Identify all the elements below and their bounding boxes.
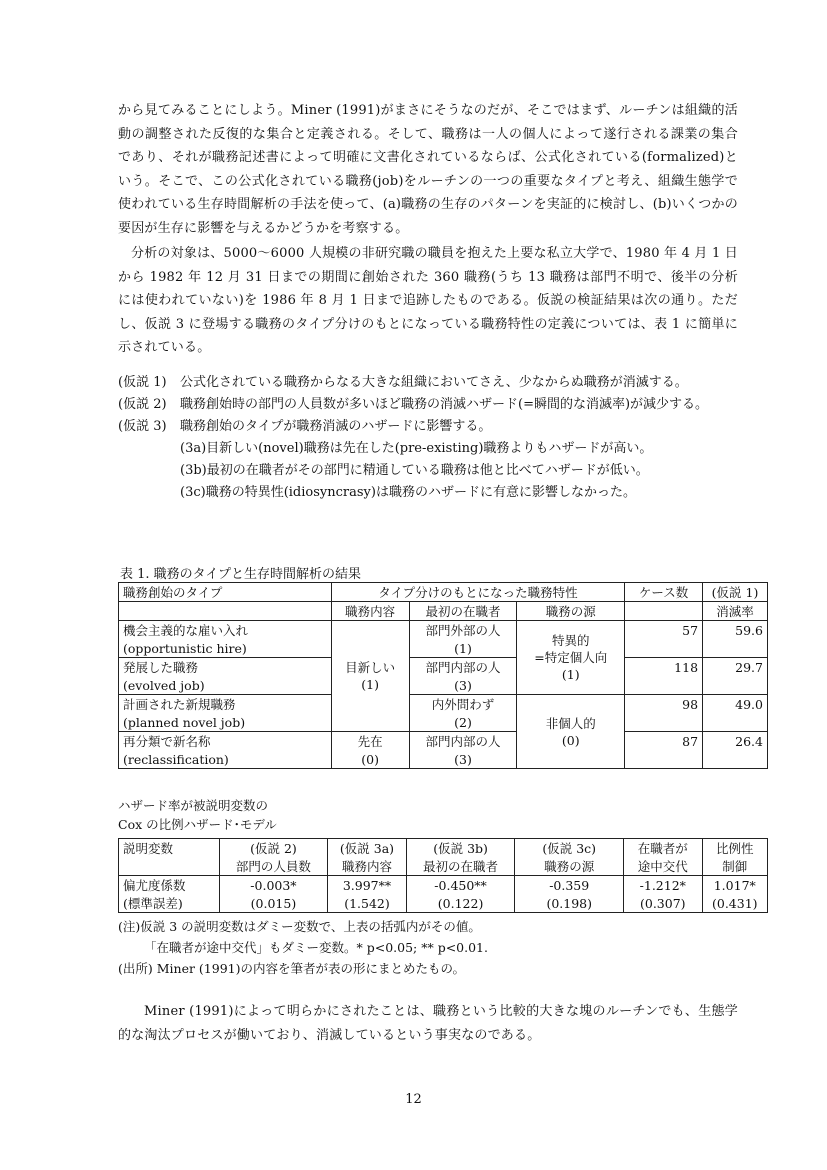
col-h2: (仮説 2)	[219, 839, 328, 858]
note-1: (注)仮説 3 の説明変数はダミー変数で、上表の括弧内がその値。	[118, 919, 481, 934]
hypothesis-2	[118, 394, 738, 416]
paragraph-closing: Miner (1991)によって明らかにされたことは、職務という比較的大きな塊のルーチンでも、生態学的な淘汰プロセスが働いており、消滅しているという事実なのである。	[118, 1004, 738, 1043]
hypothesis-3	[118, 416, 738, 438]
coef-value: -0.003*	[219, 876, 328, 895]
expl-var-label: 説明変数	[119, 839, 220, 858]
hypothesis-text: 公式化されている職務からなる大きな組織においてさえ、少なからぬ職務が消滅する。	[180, 375, 688, 390]
row-type-jp: 機会主義的な雇い入れ	[119, 621, 332, 640]
table-caption: 表 1. 職務のタイプと生存時間解析の結果	[120, 567, 362, 582]
content-preexisting-code: (0)	[331, 750, 409, 769]
rate-value: 29.7	[703, 658, 768, 677]
header-rate: 消滅率	[703, 602, 768, 621]
col-h3c-sub: 職務の源	[515, 857, 624, 876]
source-impersonal	[517, 695, 625, 769]
cases-empty	[625, 676, 703, 695]
cases-value: 118	[625, 658, 703, 677]
source-idio-label: 特異的	[552, 633, 590, 648]
coef-value: 1.017*	[702, 876, 767, 895]
col-midway: 在職者が	[624, 839, 702, 858]
first-outside-code: (1)	[409, 639, 517, 658]
cases-empty	[625, 713, 703, 732]
coef-value: 3.997**	[328, 876, 406, 895]
cox-line-2: Cox の比例ハザード･モデル	[118, 817, 277, 832]
se-value: (0.122)	[406, 894, 515, 913]
col-proportional: 比例性	[702, 839, 767, 858]
content-preexisting: 先在	[331, 732, 409, 751]
row-type-en: (opportunistic hire)	[119, 639, 332, 658]
hypothesis-text: 職務創始のタイプが職務消滅のハザードに影響する。	[180, 419, 492, 434]
page-number: 12	[405, 1092, 422, 1107]
col-proportional-sub: 制御	[702, 857, 767, 876]
col-h3b: (仮説 3b)	[406, 839, 515, 858]
header-empty	[119, 857, 220, 876]
header-source: 職務の源	[517, 602, 625, 621]
coef-value: -1.212*	[624, 876, 702, 895]
hypothesis-1	[118, 372, 738, 394]
cases-empty	[625, 750, 703, 769]
rate-empty	[703, 676, 768, 695]
header-first-holder: 最初の在職者	[409, 602, 517, 621]
source-idio-label2: =特定個人向	[534, 650, 608, 665]
subhypothesis-3b: (3b)最初の在職者がその部門に精通している職務は他と比べてハザードが低い。	[180, 463, 649, 478]
rate-empty	[703, 713, 768, 732]
col-h2-sub: 部門の人員数	[219, 857, 328, 876]
rate-empty	[703, 639, 768, 658]
se-value: (1.542)	[328, 894, 406, 913]
first-inside: 部門内部の人	[409, 658, 517, 677]
coef-value: -0.359	[515, 876, 624, 895]
hypothesis-label: (仮説 2)	[118, 397, 167, 412]
first-inside-code: (3)	[409, 676, 517, 695]
row-type-en: (reclassification)	[119, 750, 332, 769]
se-value: (0.015)	[219, 894, 328, 913]
table-notes	[118, 916, 488, 979]
first-inside-2-code: (3)	[409, 750, 517, 769]
cox-model-label	[118, 796, 277, 834]
source-idiosyncratic	[517, 621, 625, 695]
rate-value: 59.6	[703, 621, 768, 640]
first-outside: 部門外部の人	[409, 621, 517, 640]
coef-label: 偏尤度係数	[119, 876, 220, 895]
row-type-en: (planned novel job)	[119, 713, 332, 732]
rate-value: 49.0	[703, 695, 768, 714]
rate-value: 26.4	[703, 732, 768, 751]
col-midway-sub: 途中交代	[624, 857, 702, 876]
job-type-table	[118, 582, 768, 769]
cox-results-table	[118, 838, 768, 913]
header-empty	[625, 602, 703, 621]
subhypothesis-3a: (3a)目新しい(novel)職務は先在した(pre-existing)職務よりもハザードが高い。	[180, 441, 653, 456]
header-content: 職務内容	[331, 602, 409, 621]
source-non-label: 非個人的	[545, 715, 596, 731]
cases-value: 57	[625, 621, 703, 640]
col-h3a-sub: 職務内容	[328, 857, 406, 876]
rate-empty	[703, 750, 768, 769]
header-characteristics: タイプ分けのもとになった職務特性	[331, 583, 624, 602]
row-type-jp: 再分類で新名称	[119, 732, 332, 751]
hypothesis-label: (仮説 1)	[118, 375, 167, 390]
note-source: (出所) Miner (1991)の内容を筆者が表の形にまとめたもの。	[118, 961, 465, 976]
header-type: 職務創始のタイプ	[119, 583, 332, 602]
col-h3a: (仮説 3a)	[328, 839, 406, 858]
source-idio-code: (1)	[561, 667, 580, 682]
content-novel-code: (1)	[361, 677, 380, 692]
cases-empty	[625, 639, 703, 658]
content-novel-label: 目新しい	[345, 660, 396, 675]
cases-value: 87	[625, 732, 703, 751]
paragraph-analysis: 分析の対象は、5000～6000 人規模の非研究職の職員を抱えた上要な私立大学で、1980 年 4 月 1 日から 1982 年 12 月 31 日までの期間に創始された 360 職務(うち 13 職務は部門不明で、後半の分析には使われていない)を 1986 年 8 月 1 日まで追跡したものである。仮説の検証結果は次の通り。ただし、仮説 3 に登場する職務のタイプ分けのもとになっている職務特性の定義については、表 1 に簡単に示されている。	[118, 246, 738, 356]
row-type-en: (evolved job)	[119, 676, 332, 695]
se-value: (0.307)	[624, 894, 702, 913]
subhypothesis-3c: (3c)職務の特異性(idiosyncrasy)は職務のハザードに有意に影響しなかった。	[180, 485, 636, 500]
first-either: 内外問わず	[409, 695, 517, 714]
hypotheses-list	[118, 372, 738, 504]
row-type-jp: 計画された新規職務	[119, 695, 332, 714]
first-either-code: (2)	[409, 713, 517, 732]
row-type-jp: 発展した職務	[119, 658, 332, 677]
header-hyp1: (仮説 1)	[703, 583, 768, 602]
cases-value: 98	[625, 695, 703, 714]
se-value: (0.198)	[515, 894, 624, 913]
cox-line-1: ハザード率が被説明変数の	[118, 798, 269, 813]
header-cases: ケース数	[625, 583, 703, 602]
note-2: 「在職者が途中交代」もダミー変数。* p<0.05; ** p<0.01.	[144, 940, 488, 955]
col-h3c: (仮説 3c)	[515, 839, 624, 858]
coef-value: -0.450**	[406, 876, 515, 895]
hypothesis-text: 職務創始時の部門の人員数が多いほど職務の消滅ハザード(=瞬間的な消滅率)が減少する。	[180, 397, 709, 412]
se-label: (標準誤差)	[119, 894, 220, 913]
content-novel	[331, 621, 409, 732]
col-h3b-sub: 最初の在職者	[406, 857, 515, 876]
hypothesis-label: (仮説 3)	[118, 419, 167, 434]
source-non-code: (0)	[561, 732, 580, 748]
paragraph-intro: から見てみることにしよう。Miner (1991)がまさにそうなのだが、そこではまず、ルーチンは組織的活動の調整された反復的な集合と定義される。そして、職務は一人の個人によって遂行される課業の集合であり、それが職務記述書によって明確に文書化されているならば、公式化されている(formalized)という。そこで、この公式化されている職務(job)をルーチンの一つの重要なタイプと考え、組織生態学で使われている生存時間解析の手法を使って、(a)職務の生存のパターンを実証的に検討し、(b)いくつかの要因が生存に影響を与えるかどうかを考察する。	[118, 103, 738, 236]
first-inside-2: 部門内部の人	[409, 732, 517, 751]
se-value: (0.431)	[702, 894, 767, 913]
header-empty	[119, 602, 332, 621]
